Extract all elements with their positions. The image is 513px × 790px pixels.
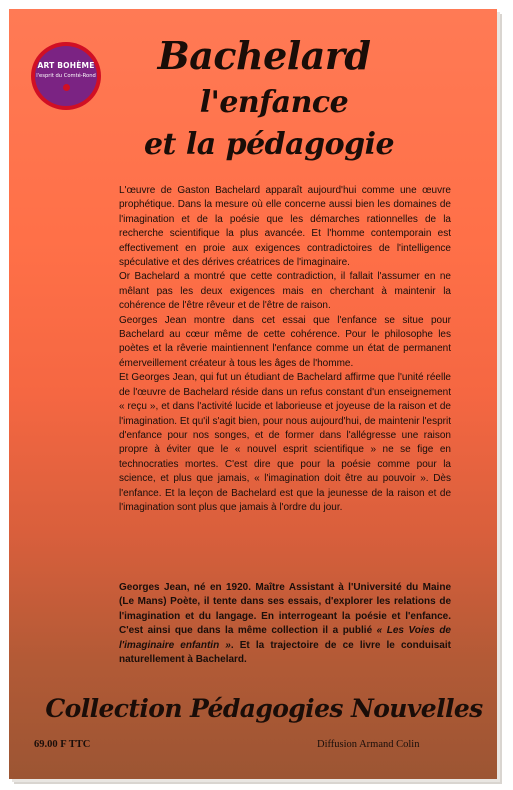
bio-text-start: Georges Jean, né en 1920. Maître Assistant à l'Université du Maine (Le Mans) Poète, il tente dans ses essais, d'explorer les relations de l'imagination et du langage. En interrogeant la poésie et l'enfance. C'est ainsi que dans la même collection il a publié (119, 582, 451, 637)
blurb-paragraph: L'œuvre de Gaston Bachelard apparaît aujourd'hui comme une œuvre prophétique. Dans la mesure où elle concerne aussi bien les domaines de l'imagination et de la poésie que les démarches rationnelles de la recherche scientifique la plus avancée. Et l'homme contemporain est effectivement en proie aux exigences contradictoires de l'intelligence spéculative et des dérives créatrices de l'imaginaire. (119, 185, 451, 269)
book-subtitle-line-1: l'enfance (199, 85, 349, 120)
book-title: Bachelard (157, 33, 371, 78)
sticker-subtitle: l'esprit du Comté-Rond (36, 73, 96, 79)
author-bio-paragraph (119, 581, 451, 667)
price: 69.00 F TTC (34, 739, 91, 750)
bio-text-end: . Et la trajectoire de ce livre le conduisait naturellement à Bachelard. (119, 639, 451, 666)
blurb-paragraph: Or Bachelard a montré que cette contradiction, il fallait l'assumer en ne mêlant pas les deux exigences mais en cherchant à maintenir la cohérence de l'être rêveur et de l'être de raison. (119, 271, 451, 312)
blurb-paragraph: Et Georges Jean, qui fut un étudiant de Bachelard affirme que l'unité réelle de l'œuvre de Bachelard réside dans un refus constant d'un enseignement « reçu », et dans l'activité lucide et laborieuse et joyeuse de la raison et de l'imagination. Et qu'il s'agit bien, pour nous aujourd'hui, de maintenir l'esprit d'enfance pour nos songes, et de former dans l'allégresse une raison propre à éviter que le « nouvel esprit scientifique » ne se fige en technocraties mortes. C'est dire que pour la poésie comme pour la science, et plus que jamais, « l'imagination doit être au pouvoir ». Dès l'enfance. Et la leçon de Bachelard est que la jeunesse de la raison et de l'imagination sont plus que jamais à l'ordre du jour. (119, 372, 451, 513)
art-boheme-sticker (31, 42, 101, 110)
book-subtitle-line-2: et la pédagogie (143, 127, 395, 162)
book-back-cover (9, 9, 497, 779)
collection-name: Collection Pédagogies Nouvelles (45, 694, 483, 723)
blurb-text (119, 184, 451, 515)
author-bio (119, 581, 451, 667)
distributor: Diffusion Armand Colin (317, 739, 420, 750)
bio-book-title: « Les Voies de l'imaginaire enfantin » (119, 625, 451, 651)
sticker-logo (35, 46, 97, 106)
sticker-dot-icon (63, 84, 70, 91)
blurb-paragraph: Georges Jean montre dans cet essai que l'enfance se situe pour Bachelard au cœur même de cette cohérence. Pour le philosophe les poètes et la rêverie maintiennent l'enfance comme un état de permanent émerveillement créateur à tous les âges de l'homme. (119, 314, 451, 369)
sticker-title: ART BOHÈME (37, 61, 95, 70)
